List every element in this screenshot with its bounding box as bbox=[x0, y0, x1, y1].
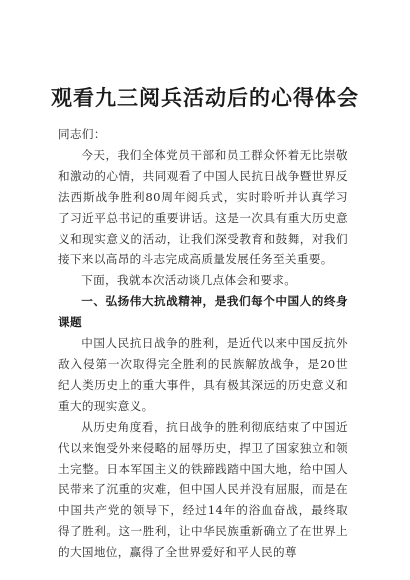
document-title: 观看九三阅兵活动后的心得体会 bbox=[51, 86, 359, 110]
paragraph-opening: 今天，我们全体党员干部和员工群众怀着无比崇敬和激动的心情，共同观看了中国人民抗日战争暨世界反法西斯战争胜利80周年阅兵式，实时聆听并认真学习了习近平总书记的重要讲话。这是一次具有重大历史意义和现实意义的活动，让我们深受教育和鼓舞，对我们接下来以高昂的斗志完成高质量发展任务至关重要。 bbox=[58, 147, 348, 267]
paragraph-intro: 下面，我就本次活动谈几点体会和要求。 bbox=[81, 273, 297, 288]
document-body bbox=[58, 124, 348, 563]
paragraph-victory-significance: 中国人民抗日战争的胜利，是近代以来中国反抗外敌入侵第一次取得完全胜利的民族解放战争，是20世纪人类历史上的重大事件，具有极其深远的历史意义和重大的现实意义。 bbox=[58, 336, 348, 413]
section-heading-1: 一、弘扬伟大抗战精神，是我们每个中国人的终身课题 bbox=[58, 294, 348, 330]
paragraph-historical-view: 从历史角度看，抗日战争的胜利彻底结束了中国近代以来饱受外来侵略的屈辱历史，捍卫了国家独立和领土完整。日本军国主义的铁蹄践踏中国大地，给中国人民带来了沉重的灾难，但中国人民并没有屈服，而是在中国共产党的领导下，经过14年的浴血奋战，最终取得了胜利。这一胜利，让中华民族重新确立了在世界上的大国地位，赢得了全世界爱好和平人民的尊 bbox=[58, 419, 348, 560]
salutation: 同志们： bbox=[58, 127, 106, 141]
